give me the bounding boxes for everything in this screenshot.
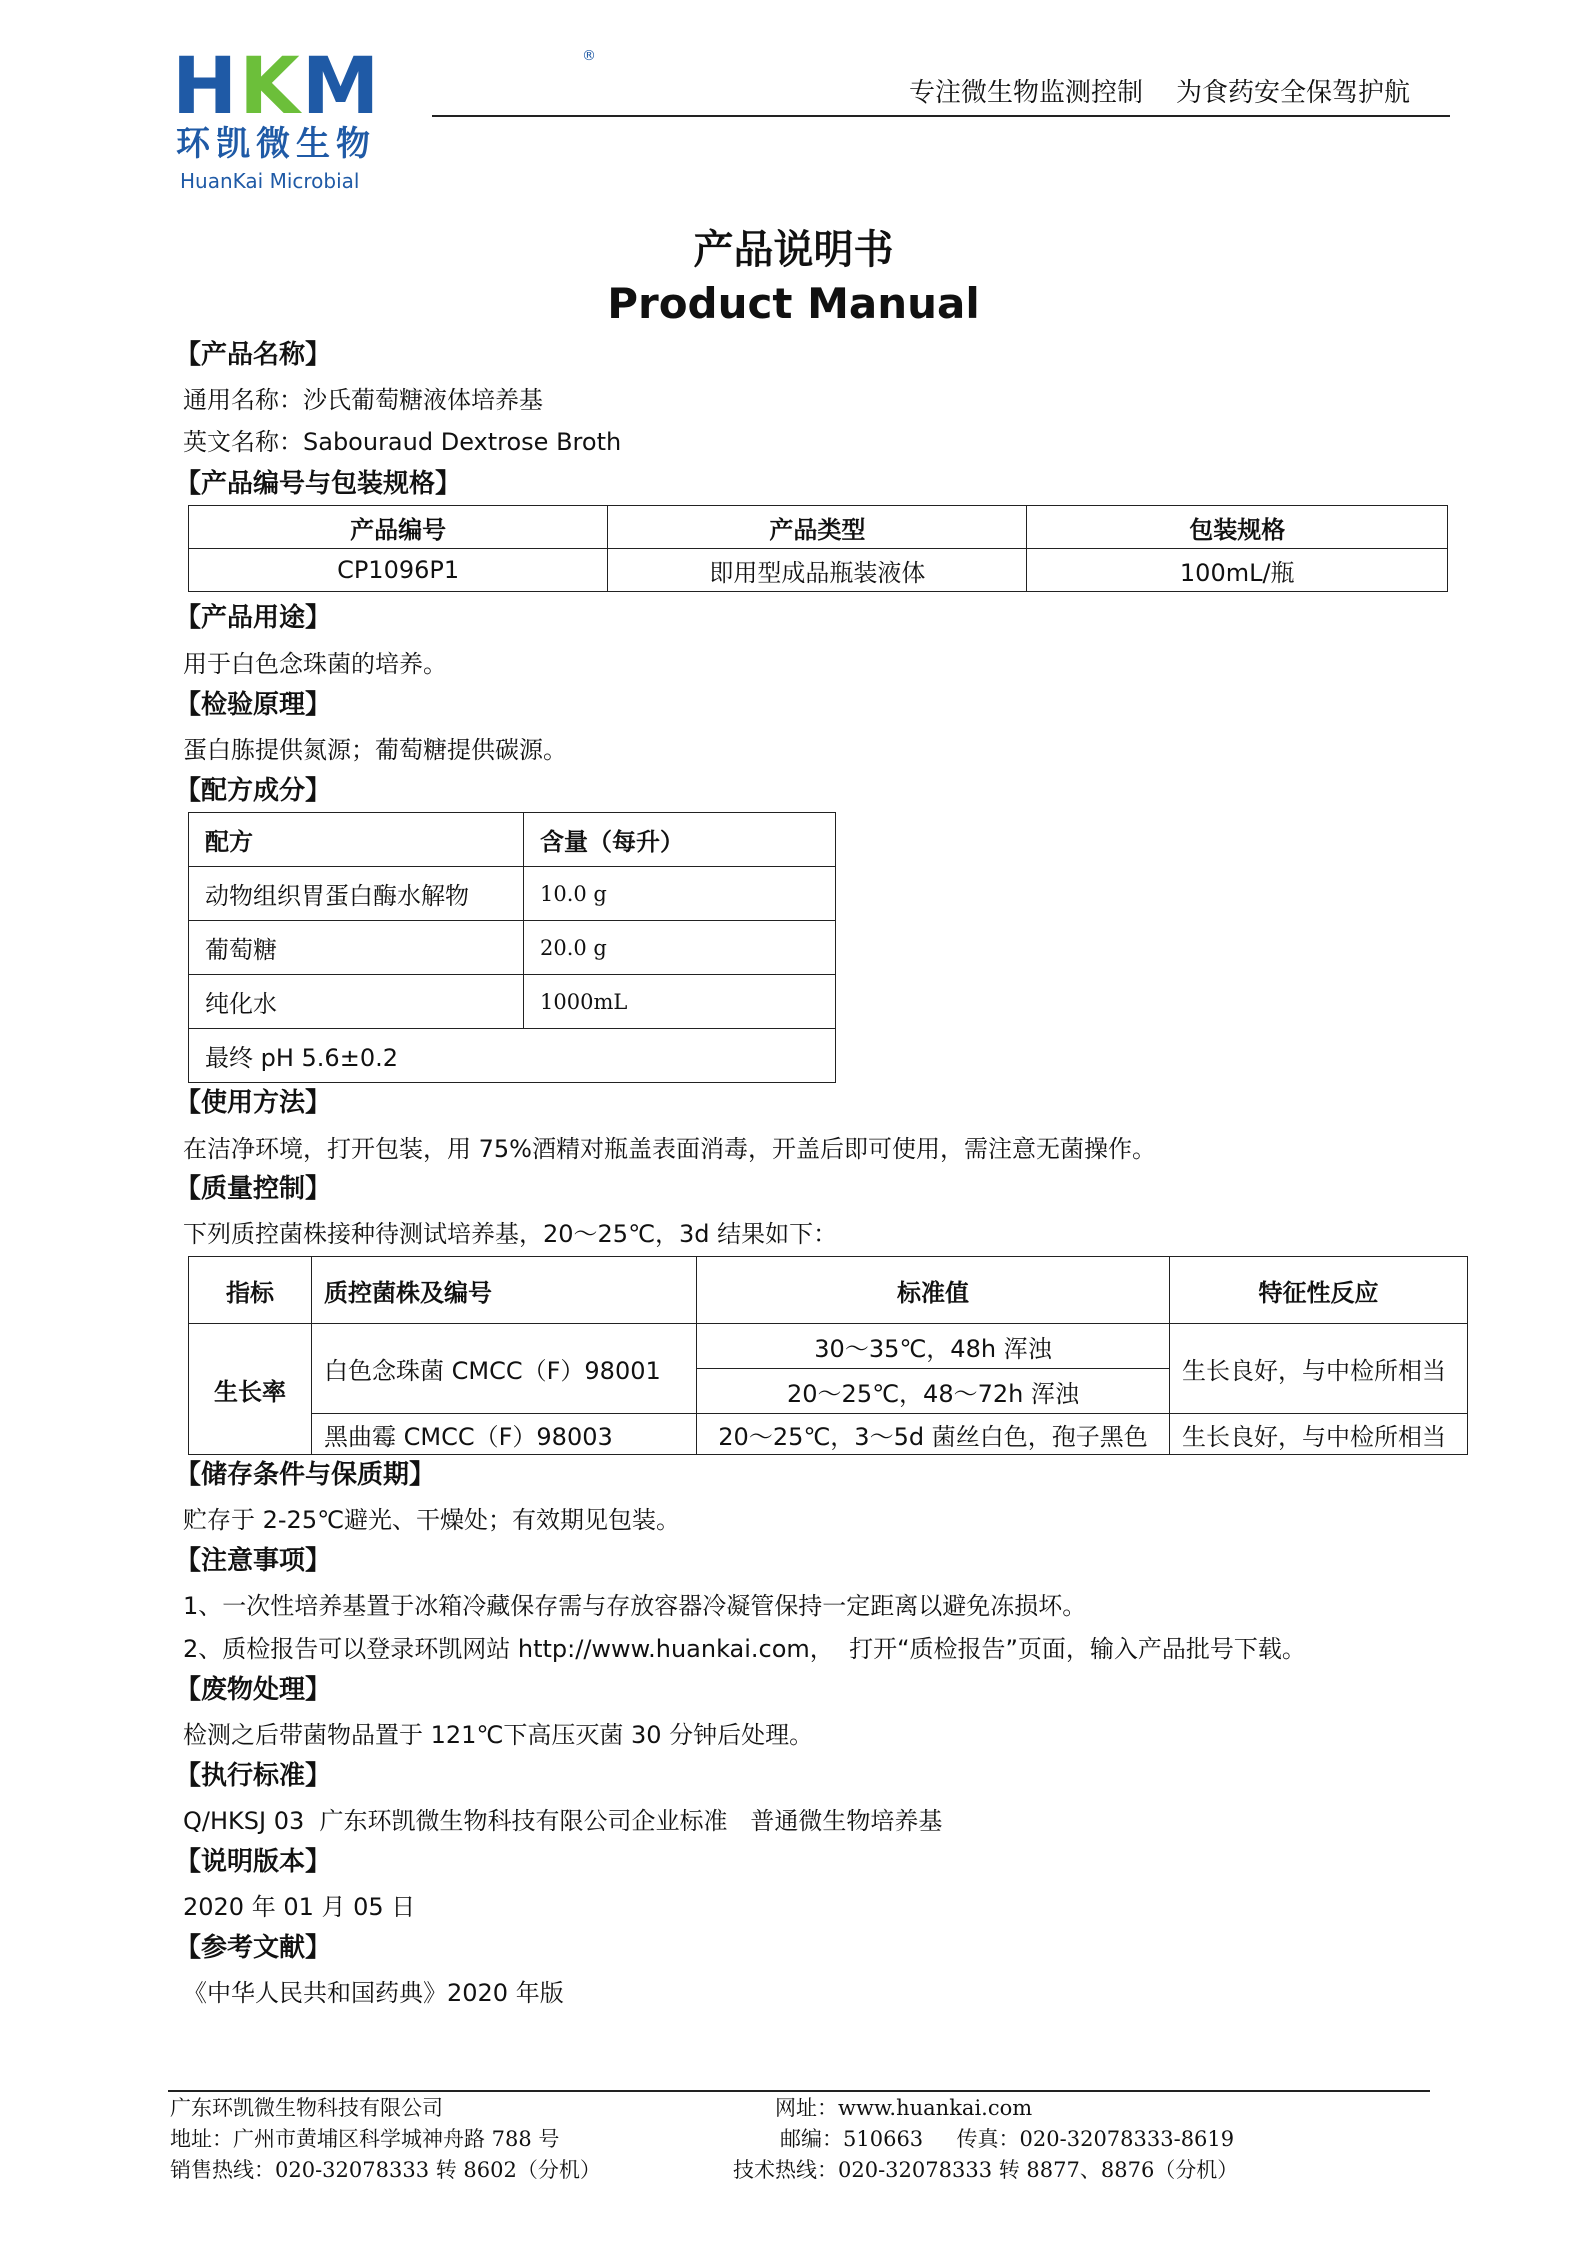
footer-post-fax: 邮编：510663 传真：020-32078333-8619 bbox=[780, 2127, 1235, 2151]
header-slogan: 专注微生物监测控制 为食药安全保驾护航 bbox=[908, 78, 1410, 108]
company-logo bbox=[172, 42, 596, 193]
qc-standard-candida-2: 20～25℃，48～72h 浑浊 bbox=[697, 1369, 1170, 1414]
logo-chinese-name: 环凯微生物 bbox=[176, 124, 376, 164]
section-heading-usage: 【产品用途】 bbox=[175, 603, 332, 633]
qc-standard-candida-1: 30～35℃，48h 浑浊 bbox=[697, 1324, 1170, 1369]
package-header-spec: 包装规格 bbox=[1027, 506, 1448, 549]
qc-strain-candida: 白色念珠菌 CMCC（F）98001 bbox=[312, 1324, 697, 1414]
package-spec: 100mL/瓶 bbox=[1027, 549, 1448, 592]
qc-header-indicator: 指标 bbox=[189, 1257, 312, 1324]
package-header-code: 产品编号 bbox=[189, 506, 608, 549]
qc-reaction-candida: 生长良好，与中检所相当 bbox=[1170, 1324, 1468, 1414]
general-name: 通用名称：沙氏葡萄糖液体培养基 bbox=[183, 386, 543, 414]
formula-amount: 10.0 g bbox=[524, 867, 836, 921]
qc-intro: 下列质控菌株接种待测试培养基，20～25℃，3d 结果如下： bbox=[183, 1220, 838, 1248]
section-heading-package: 【产品编号与包装规格】 bbox=[175, 469, 462, 499]
table-row bbox=[189, 867, 836, 921]
waste-text: 检测之后带菌物品置于 121℃下高压灭菌 30 分钟后处理。 bbox=[183, 1721, 814, 1749]
usage-text: 用于白色念珠菌的培养。 bbox=[183, 650, 447, 678]
qc-indicator: 生长率 bbox=[189, 1324, 312, 1455]
principle-text: 蛋白胨提供氮源；葡萄糖提供碳源。 bbox=[183, 736, 567, 764]
standard-text: Q/HKSJ 03 广东环凯微生物科技有限公司企业标准 普通微生物培养基 bbox=[183, 1807, 943, 1835]
version-text: 2020 年 01 月 05 日 bbox=[183, 1893, 416, 1921]
storage-text: 贮存于 2-25℃避光、干燥处；有效期见包装。 bbox=[183, 1506, 681, 1534]
qc-header-strain: 质控菌株及编号 bbox=[312, 1257, 697, 1324]
title-english: Product Manual bbox=[607, 279, 980, 328]
footer-company: 广东环凯微生物科技有限公司 bbox=[170, 2096, 443, 2120]
qc-reaction-aspergillus: 生长良好，与中检所相当 bbox=[1170, 1414, 1468, 1455]
formula-amount: 1000mL bbox=[524, 975, 836, 1029]
formula-ph: 最终 pH 5.6±0.2 bbox=[189, 1029, 836, 1083]
reference-text: 《中华人民共和国药典》2020 年版 bbox=[183, 1979, 564, 2007]
formula-header-ingredient: 配方 bbox=[189, 813, 524, 867]
section-heading-version: 【说明版本】 bbox=[175, 1847, 332, 1877]
formula-table bbox=[188, 812, 836, 1083]
logo-registered-mark: ® bbox=[582, 48, 596, 64]
table-row bbox=[189, 921, 836, 975]
note-item: 2、质检报告可以登录环凯网站 http://www.huankai.com， 打开“质检报告”页面，输入产品批号下载。 bbox=[183, 1635, 1306, 1663]
qc-header-reaction: 特征性反应 bbox=[1170, 1257, 1468, 1324]
section-heading-notes: 【注意事项】 bbox=[175, 1546, 332, 1576]
section-heading-method: 【使用方法】 bbox=[175, 1088, 332, 1118]
section-heading-principle: 【检验原理】 bbox=[175, 690, 332, 720]
section-heading-name: 【产品名称】 bbox=[175, 340, 332, 370]
english-name: 英文名称：Sabouraud Dextrose Broth bbox=[183, 428, 622, 456]
package-header-type: 产品类型 bbox=[608, 506, 1027, 549]
footer-divider bbox=[168, 2090, 1430, 2092]
logo-letters: HKM bbox=[172, 42, 382, 132]
formula-amount: 20.0 g bbox=[524, 921, 836, 975]
note-item: 1、一次性培养基置于冰箱冷藏保存需与存放容器冷凝管保持一定距离以避免冻损坏。 bbox=[183, 1592, 1087, 1620]
qc-table bbox=[188, 1256, 1468, 1455]
qc-strain-aspergillus: 黑曲霉 CMCC（F）98003 bbox=[312, 1414, 697, 1455]
header-divider bbox=[432, 115, 1450, 117]
title-chinese: 产品说明书 bbox=[693, 227, 894, 273]
section-heading-waste: 【废物处理】 bbox=[175, 1675, 332, 1705]
qc-standard-aspergillus: 20～25℃，3～5d 菌丝白色，孢子黑色 bbox=[697, 1414, 1170, 1455]
package-type: 即用型成品瓶装液体 bbox=[608, 549, 1027, 592]
footer-tech-hotline: 技术热线：020-32078333 转 8877、8876（分机） bbox=[733, 2158, 1239, 2182]
formula-ingredient: 纯化水 bbox=[189, 975, 524, 1029]
formula-ingredient: 葡萄糖 bbox=[189, 921, 524, 975]
section-heading-formula: 【配方成分】 bbox=[175, 776, 332, 806]
section-heading-standard: 【执行标准】 bbox=[175, 1761, 332, 1791]
section-heading-reference: 【参考文献】 bbox=[175, 1933, 332, 1963]
formula-header-amount: 含量（每升） bbox=[524, 813, 836, 867]
logo-english-name: HuanKai Microbial bbox=[180, 169, 360, 193]
formula-ingredient: 动物组织胃蛋白酶水解物 bbox=[189, 867, 524, 921]
section-heading-qc: 【质量控制】 bbox=[175, 1174, 332, 1204]
section-heading-storage: 【储存条件与保质期】 bbox=[175, 1460, 436, 1490]
footer-sales-hotline: 销售热线：020-32078333 转 8602（分机） bbox=[170, 2158, 601, 2182]
footer-website: 网址：www.huankai.com bbox=[775, 2096, 1033, 2120]
package-code: CP1096P1 bbox=[189, 549, 608, 592]
footer-address: 地址：广州市黄埔区科学城神舟路 788 号 bbox=[170, 2127, 560, 2151]
qc-header-standard: 标准值 bbox=[697, 1257, 1170, 1324]
table-row bbox=[189, 975, 836, 1029]
package-table bbox=[188, 505, 1448, 592]
method-text: 在洁净环境，打开包装，用 75%酒精对瓶盖表面消毒，开盖后即可使用，需注意无菌操作。 bbox=[183, 1135, 1156, 1163]
